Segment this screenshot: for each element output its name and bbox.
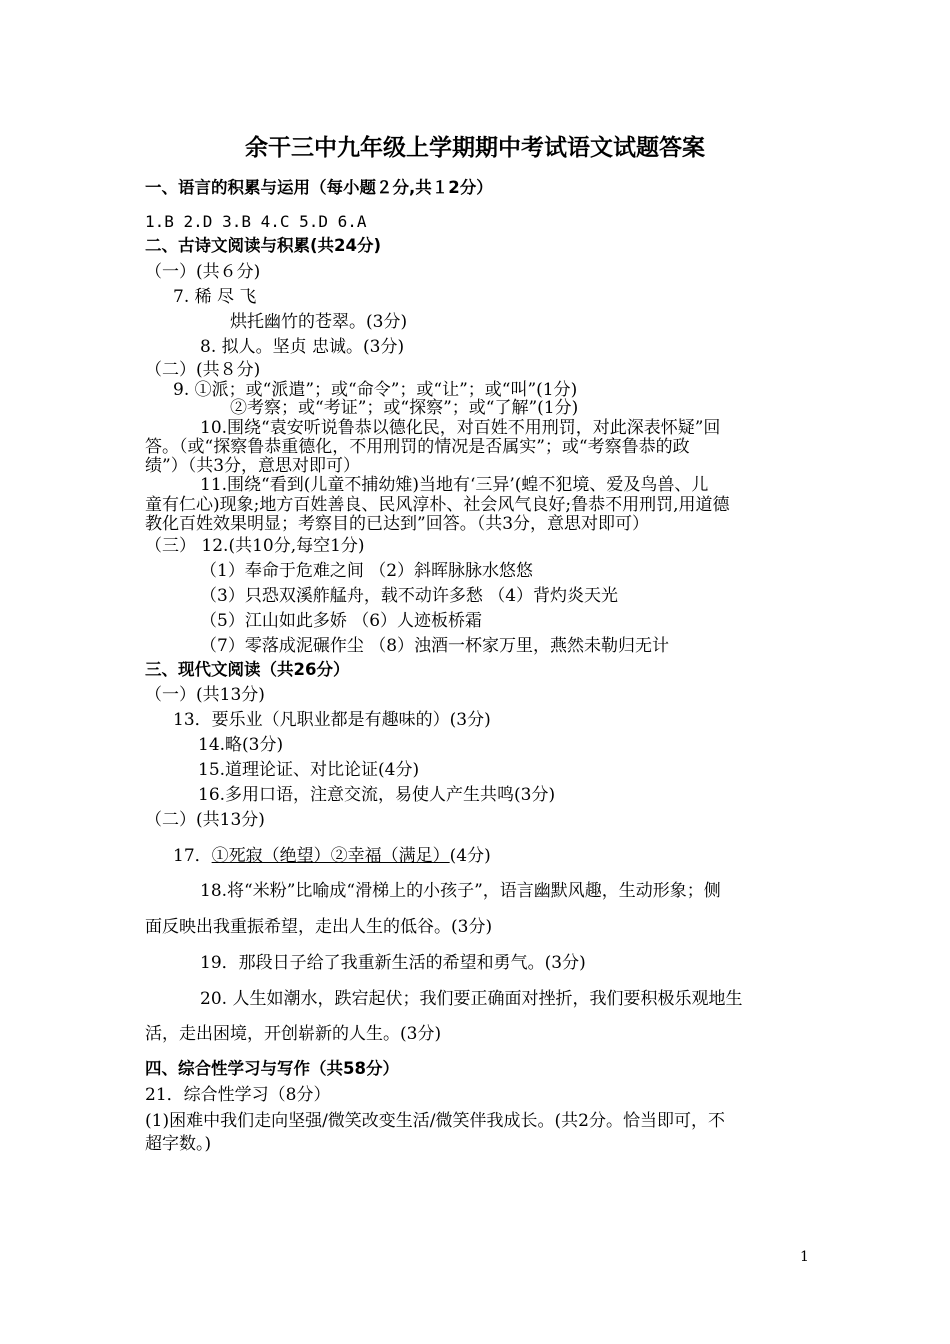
q11-line-3: 教化百姓效果明显；考察目的已达到”回答。（共3分，意思对即可） — [145, 514, 650, 534]
q17-underlined-answer: ①死寂（绝望）②幸福（满足） — [211, 846, 450, 866]
q20-line-1: 20. 人生如潮水，跌宕起伏；我们要正确面对挫折，我们要积极乐观地生 — [200, 989, 743, 1009]
q12-row-4: （7）零落成泥碾作尘 （8）浊酒一杯家万里，燕然未勒归无计 — [200, 636, 670, 656]
section-3-part-1-label: （一）(共13分) — [145, 685, 265, 705]
section-4-heading: 四、综合性学习与写作（共58分） — [145, 1059, 399, 1078]
q17-answer — [173, 846, 491, 866]
section-1-answers: 1.B 2.D 3.B 4.C 5.D 6.A — [145, 212, 367, 231]
q16-answer: 16.多用口语，注意交流，易使人产生共鸣(3分) — [198, 785, 556, 805]
q21-label: 21．综合性学习（8分） — [145, 1085, 331, 1105]
q12-row-3: （5）江山如此多娇 （6）人迹板桥霜 — [200, 611, 483, 631]
q11-line-1: 11.围绕“看到(儿童不捕幼雉)当地有‘三异’(蝗不犯境、爱及鸟兽、儿 — [200, 475, 709, 495]
q17-score: (4分) — [449, 846, 491, 866]
q10-line-3: 绩”）（共3分，意思对即可） — [145, 456, 361, 476]
section-2-part-1-label: （一）(共６分) — [145, 262, 261, 282]
section-1-heading: 一、语言的积累与运用（每小题２分,共１2分） — [145, 178, 493, 197]
q12-row-2: （3）只恐双溪舴艋舟，载不动许多愁 （4）背灼炎天光 — [200, 586, 619, 606]
q8-answer: 8. 拟人。坚贞 忠诚。(3分) — [200, 337, 405, 357]
section-2-part-3-label: （三） 12.(共10分,每空1分) — [145, 536, 365, 556]
q7-reason: 烘托幽竹的苍翠。(3分) — [230, 312, 408, 332]
section-2-heading: 二、古诗文阅读与积累(共24分) — [145, 236, 382, 255]
section-2-part-2-label: （二）(共８分) — [145, 360, 261, 380]
q18-line-1: 18.将“米粉”比喻成“滑梯上的小孩子”，语言幽默风趣，生动形象；侧 — [200, 881, 721, 901]
q19-answer: 19．那段日子给了我重新生活的希望和勇气。(3分) — [200, 953, 586, 973]
q13-answer: 13．要乐业（凡职业都是有趣味的）(3分) — [173, 710, 491, 730]
q21-1-line-2: 超字数。) — [145, 1134, 212, 1154]
q20-line-2: 活，走出困境，开创崭新的人生。(3分) — [145, 1024, 442, 1044]
q7-words: 7. 稀 尽 飞 — [173, 287, 257, 307]
section-3-part-2-label: （二）(共13分) — [145, 810, 265, 830]
document-title: 余干三中九年级上学期期中考试语文试题答案 — [245, 135, 705, 161]
q17-number: 17． — [173, 846, 212, 866]
q21-1-line-1: (1)困难中我们走向坚强/微笑改变生活/微笑伴我成长。(共2分。恰当即可，不 — [145, 1111, 725, 1131]
q11-line-2: 童有仁心)现象;地方百姓善良、民风淳朴、社会风气良好;鲁恭不用刑罚,用道德 — [145, 495, 730, 515]
page-number: 1 — [800, 1249, 809, 1265]
q14-answer: 14.略(3分) — [198, 735, 284, 755]
q18-line-2: 面反映出我重振希望，走出人生的低谷。(3分) — [145, 917, 493, 937]
q10-line-2: 答。（或“探察鲁恭重德化，不用刑罚的情况是否属实”；或“考察鲁恭的政 — [145, 437, 690, 457]
q9-answer-b: ②考察；或“考证”；或“探察”；或“了解”(1分) — [230, 398, 579, 418]
q12-row-1: （1）奉命于危难之间 （2）斜晖脉脉水悠悠 — [200, 561, 534, 581]
q15-answer: 15.道理论证、对比论证(4分) — [198, 760, 420, 780]
q9-answer-a: 9. ①派；或“派遣”；或“命令”；或“让”；或“叫”(1分) — [173, 380, 578, 400]
section-3-heading: 三、现代文阅读（共26分） — [145, 660, 350, 679]
q10-line-1: 10.围绕“袁安听说鲁恭以德化民，对百姓不用刑罚，对此深表怀疑”回 — [200, 418, 721, 438]
